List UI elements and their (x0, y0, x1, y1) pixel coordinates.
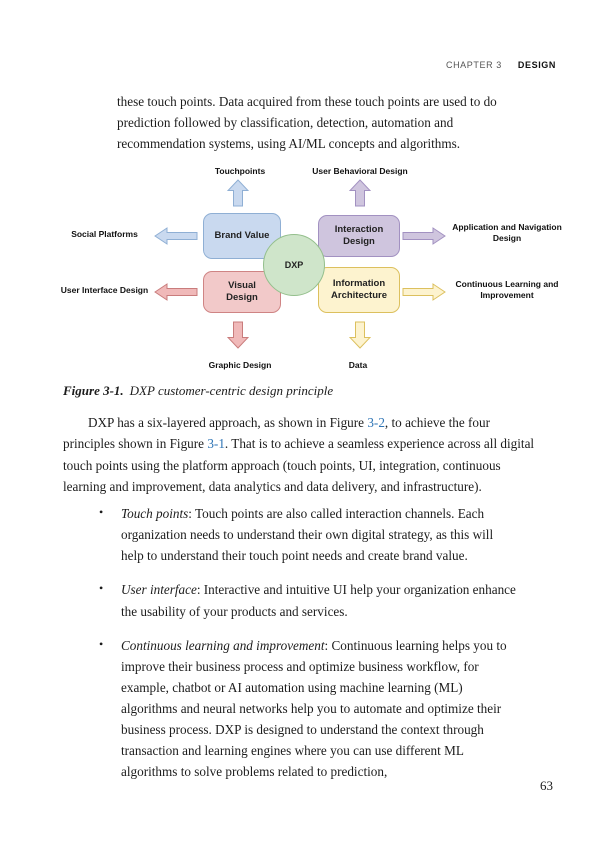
bullet-text (121, 635, 517, 783)
continuous-learning-label: Continuous Learning and Improvement (455, 279, 559, 301)
dxp-diagram (0, 163, 600, 378)
bullet-marker: • (99, 581, 104, 596)
bullet-text (121, 503, 517, 566)
user-interface-design-label: User Interface Design (60, 285, 149, 295)
bullet-body: : Continuous learning helps you to improve their business process and optimize business workflow, for example, chatbot or AI automation using machine learning (ML) algorithms and neural networks help you to automate and optimize their business process. DXP is designed to understand the context through transaction and learning engines where you can use different ML algorithms to solve problems related to prediction, (121, 637, 507, 780)
running-head (446, 60, 556, 70)
figure-caption (63, 383, 543, 399)
up-arrow-icon (349, 179, 371, 207)
page-number: 63 (540, 778, 553, 793)
brand-value-box: Brand Value (203, 213, 281, 259)
body-text: . That is to achieve a seamless experience across all digital touch points using the platform approach (touch points, UI, integration, continuous learning and improvement, data analytics and data delivery, and infrastructure). (63, 436, 535, 495)
left-arrow-icon (154, 227, 198, 245)
bullet-body: : Touch points are also called interaction channels. Each organization needs to understand their own digital strategy, as this will help to understand their touch point needs and create brand value. (121, 506, 494, 564)
figure-3-2-link[interactable]: 3-2 (367, 415, 385, 430)
data-label: Data (348, 360, 368, 370)
down-arrow-icon (349, 321, 371, 349)
bullet-list (99, 503, 517, 796)
visual-design-box: Visual Design (203, 271, 281, 313)
up-arrow-icon (227, 179, 249, 207)
information-architecture-box: Information Architecture (318, 267, 400, 313)
user-behavioral-design-label: User Behavioral Design (312, 166, 408, 176)
chapter-label: CHAPTER 3 (445, 60, 502, 70)
chapter-title: DESIGN (517, 60, 556, 70)
bullet-term: User interface (121, 582, 197, 598)
right-arrow-icon (402, 283, 446, 301)
bullet-term: Touch points (121, 506, 189, 521)
bullet-text (121, 579, 517, 621)
list-item (99, 579, 517, 621)
body-text: DXP has a six-layered approach, as shown in Figure (88, 415, 368, 430)
intro-paragraph: these touch points. Data acquired from these touch points are used to do prediction followed by classification, detection, automation and recommendation systems, using AI/ML concepts and algorithms. (117, 94, 497, 152)
figure-caption-text: DXP customer-centric design principle (129, 383, 334, 398)
body-text: , to achieve the four principles shown in Figure (63, 415, 491, 452)
list-item (99, 503, 517, 566)
bullet-marker: • (99, 636, 104, 651)
bullet-term: Continuous learning and improvement (121, 637, 325, 653)
dxp-center-circle: DXP (263, 234, 325, 296)
graphic-design-label: Graphic Design (208, 360, 272, 370)
body-paragraph (63, 412, 540, 498)
social-platforms-label: Social Platforms (71, 229, 138, 239)
list-item (99, 635, 517, 783)
application-navigation-label: Application and Navigation Design (452, 222, 562, 244)
down-arrow-icon (227, 321, 249, 349)
interaction-design-box: Interaction Design (318, 215, 400, 257)
bullet-body: : Interactive and intuitive UI help your organization enhance the usability of your products and services. (121, 582, 516, 619)
touchpoints-label: Touchpoints (214, 166, 266, 176)
figure-caption-label: Figure 3-1. (63, 383, 124, 398)
bullet-marker: • (99, 505, 104, 519)
figure-3-1-link[interactable]: 3-1 (207, 436, 225, 452)
right-arrow-icon (402, 227, 446, 245)
